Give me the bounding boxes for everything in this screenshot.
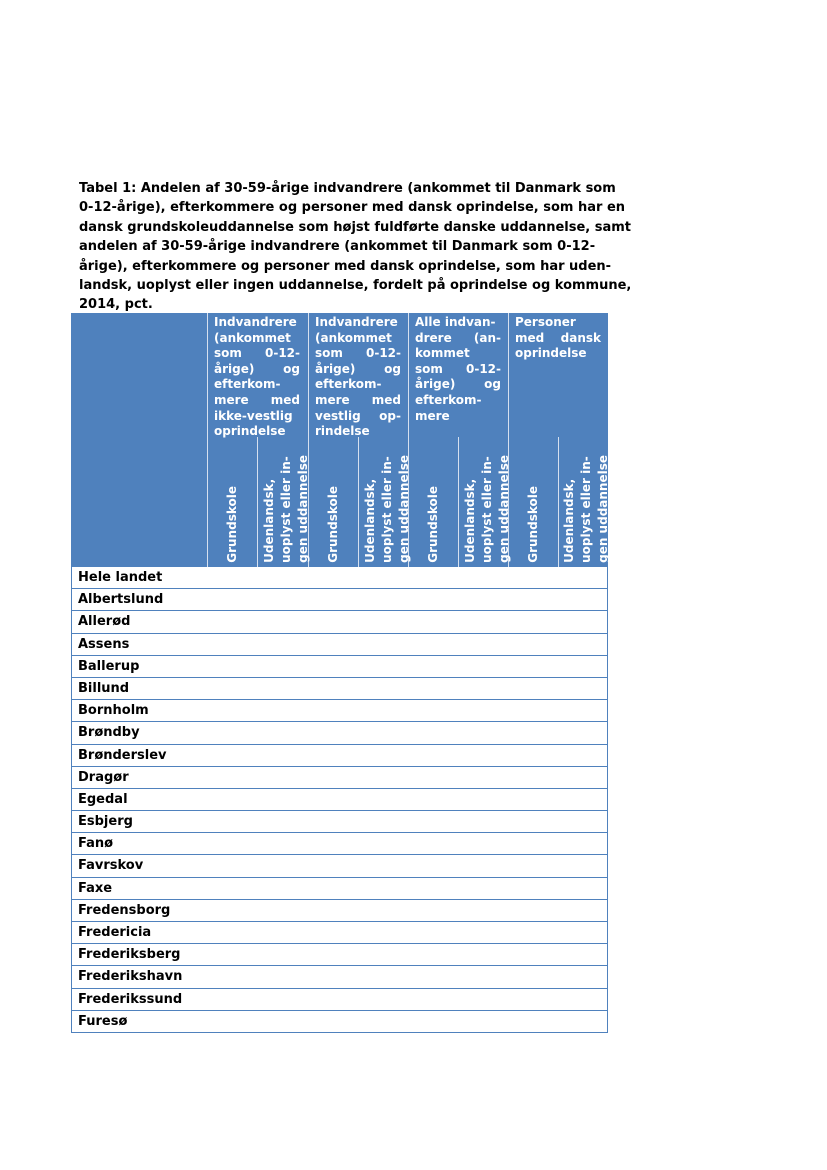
column-divider — [207, 313, 208, 567]
group-header-all-immigrants: Alle indvan- drere (an- kommet som 0-12- årige) og efterkom- mere — [415, 315, 501, 423]
table-row: Faxe — [71, 878, 608, 900]
table-row: Hele landet — [71, 567, 608, 589]
table-row: Frederikssund — [71, 989, 608, 1011]
subheader-grundskole: Grundskole — [326, 486, 340, 563]
table-row: Albertslund — [71, 589, 608, 611]
column-divider — [458, 437, 459, 567]
table-row: Dragør — [71, 767, 608, 789]
table-row: Ballerup — [71, 656, 608, 678]
table-row: Frederikshavn — [71, 966, 608, 988]
table-row: Esbjerg — [71, 811, 608, 833]
subheader-udenlandsk: Udenlandsk, uoplyst eller in- gen uddannelse — [562, 455, 610, 563]
table-row: Favrskov — [71, 855, 608, 877]
table-body — [71, 567, 608, 1033]
column-divider — [558, 437, 559, 567]
subheader-udenlandsk: Udenlandsk, uoplyst eller in- gen uddannelse — [363, 455, 411, 563]
table-row: Assens — [71, 634, 608, 656]
table-caption: Tabel 1: Andelen af 30-59-årige indvandrere (ankommet til Danmark som 0-12-årige), efterkommere og personer med dansk oprindelse, som har en dansk grundskoleuddannelse som højst fuldførte danske uddannelse, samt andelen af 30-59-årige indvandrere (ankommet til Danmark som 0-12- årige), efterkommere og personer med dansk oprindelse, som har uden- landsk, uoplyst eller ingen uddannelse, fordelt på oprindelse og kommune, 2014, pct. — [79, 181, 632, 313]
table-row: Furesø — [71, 1011, 608, 1033]
subheader-grundskole: Grundskole — [526, 486, 540, 563]
table-row: Fredensborg — [71, 900, 608, 922]
table-row: Fredericia — [71, 922, 608, 944]
group-header-non-western: Indvandrere (ankommet som 0-12- årige) og efterkom- mere med ikke-vestlig oprindelse — [214, 315, 300, 439]
table-row: Egedal — [71, 789, 608, 811]
subheader-udenlandsk: Udenlandsk, uoplyst eller in- gen uddannelse — [262, 455, 310, 563]
group-header-western: Indvandrere (ankommet som 0-12- årige) og efterkom- mere med vestlig op- rindelse — [315, 315, 401, 439]
table-row: Brøndby — [71, 722, 608, 744]
table-row: Brønderslev — [71, 745, 608, 767]
subheader-udenlandsk: Udenlandsk, uoplyst eller in- gen uddannelse — [463, 455, 511, 563]
subheader-grundskole: Grundskole — [426, 486, 440, 563]
table-row: Frederiksberg — [71, 944, 608, 966]
column-divider — [257, 437, 258, 567]
table-row: Allerød — [71, 611, 608, 633]
table-row: Bornholm — [71, 700, 608, 722]
column-divider — [358, 437, 359, 567]
table-row: Billund — [71, 678, 608, 700]
table-header — [71, 313, 608, 567]
group-header-danish-origin: Personer med dansk oprindelse — [515, 315, 601, 361]
subheader-grundskole: Grundskole — [225, 486, 239, 563]
table-row: Fanø — [71, 833, 608, 855]
